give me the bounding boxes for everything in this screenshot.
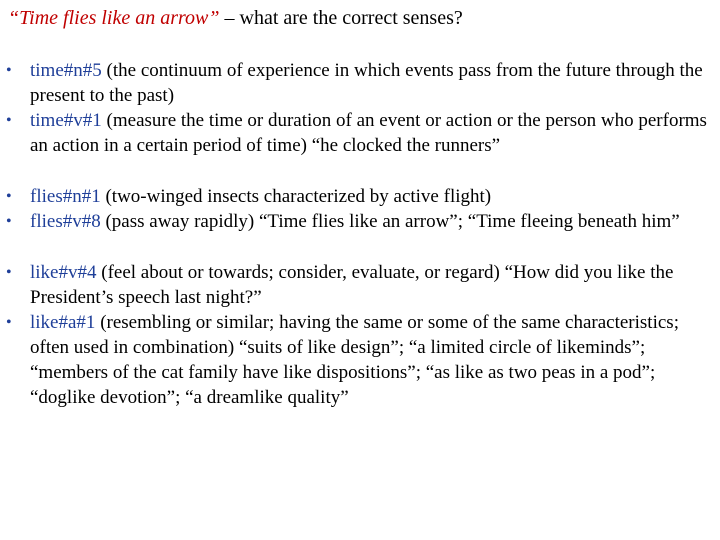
sense-definition: (pass away rapidly) “Time flies like an arrow”; “Time fleeing beneath him” [100,211,680,232]
title-question: – what are the correct senses? [219,7,463,29]
list-item [0,209,720,234]
bullet-icon: • [6,112,12,129]
like-senses-group [0,260,720,410]
sense-definition: (resembling or similar; having the same or some of the same characteristics; often used in combination) “suits of like design”; “a limited circle of likeminds”; “members of the cat family have like dispositions”; “as like as two peas in a pod”; “doglike devotion”; “a dreamlike quality” [30,312,679,408]
bullet-icon: • [6,188,12,205]
sense-key: flies#n#1 [30,186,101,207]
sense-key: flies#v#8 [30,211,101,232]
list-item [0,310,720,410]
sense-list [0,58,720,436]
list-item [0,184,720,209]
sense-key: like#a#1 [30,312,96,333]
bullet-icon: • [6,62,12,79]
sense-key: time#n#5 [30,60,102,81]
sense-definition: (two-winged insects characterized by active flight) [100,186,492,207]
list-item [0,58,720,108]
sense-key: time#v#1 [30,110,102,131]
sense-definition: (the continuum of experience in which events pass from the future through the present to the past) [30,60,703,106]
title-phrase: “Time flies like an arrow” [8,7,220,29]
bullet-icon: • [6,314,12,331]
slide-title [8,6,463,30]
time-senses-group [0,58,720,158]
sense-definition: (measure the time or duration of an event or action or the person who performs an action in a certain period of time) “he clocked the runners” [30,110,707,156]
bullet-icon: • [6,264,12,281]
bullet-icon: • [6,213,12,230]
list-item [0,260,720,310]
sense-definition: (feel about or towards; consider, evaluate, or regard) “How did you like the President’s speech last night?” [30,262,674,308]
sense-key: like#v#4 [30,262,97,283]
list-item [0,108,720,158]
flies-senses-group [0,184,720,234]
